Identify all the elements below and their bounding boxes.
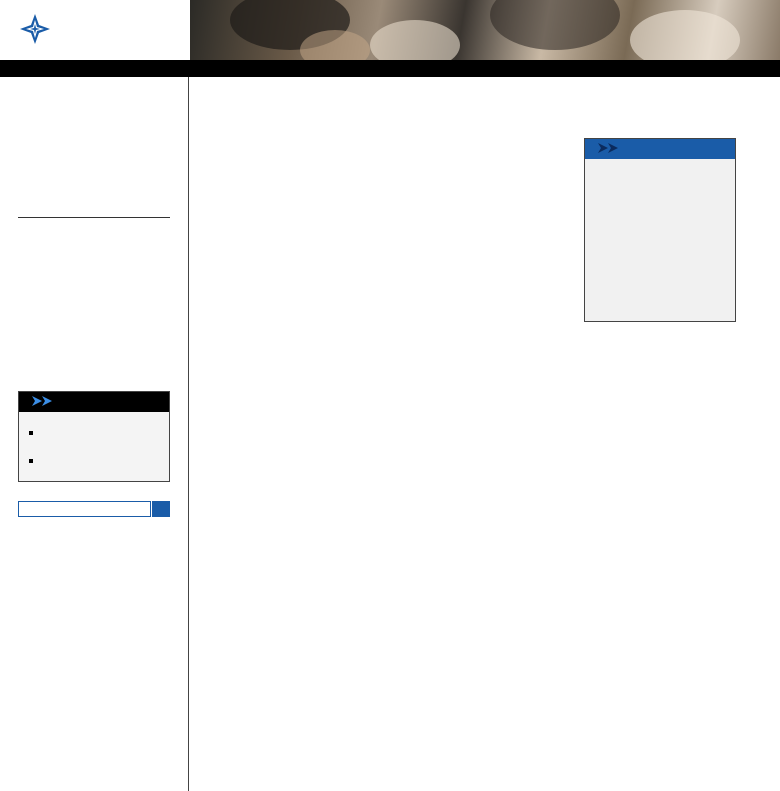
resource-item-arx-1000[interactable] [29,426,41,439]
double-chevron-icon [598,143,622,153]
resources-header [19,392,169,412]
search-input[interactable] [18,501,151,517]
divider [18,217,170,218]
resources-box [18,391,170,482]
hero-photo [190,0,780,60]
bullet-icon [29,431,33,435]
storage-topology-diagram [266,489,676,741]
related-items-box [584,138,736,322]
double-chevron-icon [32,396,56,406]
sidebar-divider [188,77,189,791]
search-go-button[interactable] [152,501,170,517]
acopia-star-icon [20,14,50,44]
related-items-header [585,139,735,159]
bullet-icon [29,459,33,463]
resource-item-arx-6000[interactable] [29,454,41,467]
nav-bar-background [0,60,780,77]
logo[interactable] [0,0,190,60]
